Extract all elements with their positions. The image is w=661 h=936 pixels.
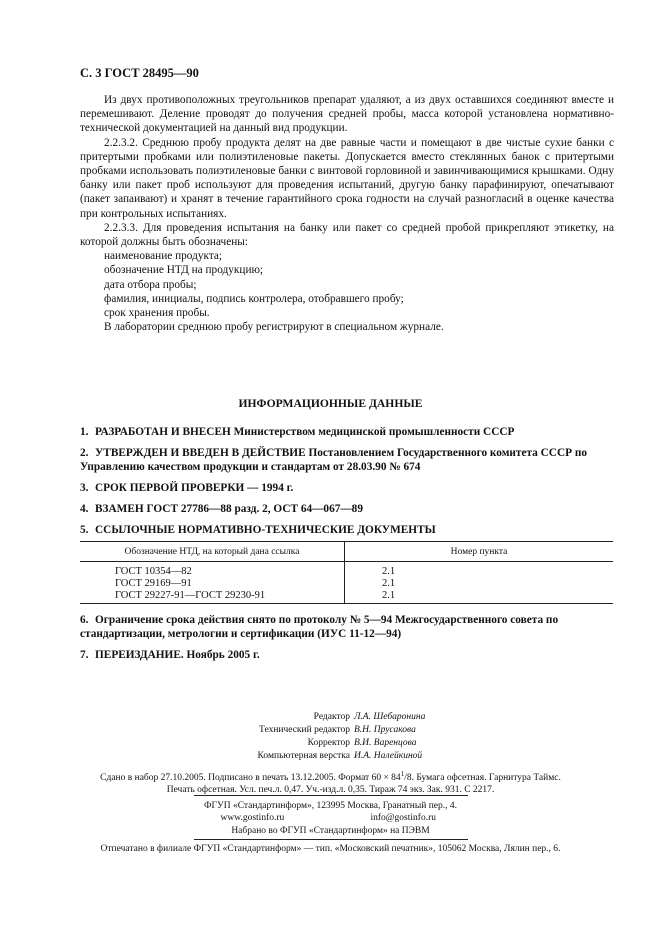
item-number: 1.	[80, 426, 89, 438]
item-heading: РАЗРАБОТАН И ВНЕСЕН	[95, 426, 231, 438]
item-text: ПЕРЕИЗДАНИЕ. Ноябрь 2005 г.	[95, 649, 260, 661]
table-cell: 2.1	[345, 590, 614, 604]
paragraph: 2.2.3.2. Среднюю пробу продукта делят на две равные части и помещают в две чистые сухие банки с притертыми пробками или полиэтиленовые пакеты. Допускается вместо стеклянных банок с притертыми пробками использовать полиэтиленовые банки с винтовой горловиной и завинчивающимися крышками. Одну банку или пакет проб используют для проведения испытаний, другую банку парафинируют, опечатывают (пакет запаивают) и хранят в течение гарантийного срока годности на случай разногласий в оценке качества при контрольных испытаниях.	[80, 136, 614, 220]
printer-line: Отпечатано в филиале ФГУП «Стандартинформ» — тип. «Московский печатник», 105062 Москва, Лялин пер., 6.	[100, 844, 561, 854]
publisher-block	[0, 800, 661, 837]
table-cell: ГОСТ 10354—82	[80, 562, 345, 579]
item-number: 2.	[80, 447, 89, 459]
item-text: СРОК ПЕРВОЙ ПРОВЕРКИ — 1994 г.	[95, 482, 294, 494]
credit-role: Корректор	[307, 738, 350, 748]
table-cell: ГОСТ 29169—91	[80, 578, 345, 590]
table-row	[80, 578, 613, 590]
table-cell: ГОСТ 29227-91—ГОСТ 29230-91	[80, 590, 345, 604]
list-item: обозначение НТД на продукцию;	[104, 264, 264, 277]
publisher-line: ФГУП «Стандартинформ», 123995 Москва, Гранатный пер., 4.	[203, 801, 458, 811]
item-number: 6.	[80, 614, 89, 626]
info-item-3	[80, 481, 616, 495]
page-header: С. 3 ГОСТ 28495—90	[80, 66, 199, 80]
item-text: Постановлением Государственного комитета СССР по Управлению качеством продукции и стандартам от 28.03.90 № 674	[80, 447, 588, 473]
credit-name: И.А. Налейкиной	[354, 751, 423, 761]
body-text	[80, 93, 614, 334]
table-cell: 2.1	[382, 578, 396, 589]
imprint-line	[0, 768, 661, 784]
paragraph: В лаборатории среднюю пробу регистрируют в специальном журнале.	[104, 321, 444, 334]
table-row	[80, 590, 613, 604]
imprint-text: . Бумага офсетная. Гарнитура Таймс.	[411, 773, 561, 784]
divider	[194, 839, 468, 840]
list-item: срок хранения пробы.	[104, 307, 210, 320]
credit-row	[0, 724, 661, 737]
format-superscript: 1	[400, 770, 405, 778]
divider	[194, 795, 468, 796]
publisher-contacts	[0, 812, 661, 824]
list-item: фамилия, инициалы, подпись контролера, отобравшего пробу;	[104, 292, 404, 305]
info-item-6	[80, 613, 616, 641]
info-item-2	[80, 446, 616, 474]
item-number: 7.	[80, 649, 89, 661]
item-text: Ограничение срока действия снято по протоколу № 5—94 Межгосударственного совета по стандартизации, метрологии и сертификации (ИУС 11-12—94)	[80, 614, 559, 640]
imprint-line: Печать офсетная. Усл. печ.л. 0,47. Уч.-изд.л. 0,35. Тираж 74 экз. Зак. 931. С 2217.	[166, 785, 495, 796]
item-number: 4.	[80, 503, 89, 515]
email-link[interactable]: info@gostinfo.ru	[370, 813, 436, 824]
table-cell: 2.1	[382, 566, 396, 577]
paragraph: 2.2.3.3. Для проведения испытания на банку или пакет со средней пробой прикрепляют этикетку, на которой должны быть обозначены:	[80, 221, 614, 249]
references-table	[80, 541, 613, 604]
info-section-title: ИНФОРМАЦИОННЫЕ ДАННЫЕ	[238, 397, 423, 410]
item-text: Министерством медицинской промышленности СССР	[233, 426, 515, 438]
item-heading: УТВЕРЖДЕН И ВВЕДЕН В ДЕЙСТВИЕ	[95, 447, 306, 459]
publisher-line: Набрано во ФГУП «Стандартинформ» на ПЭВМ	[231, 825, 430, 836]
credits-block	[0, 711, 661, 763]
credit-name: Л.А. Шебаронина	[354, 712, 426, 722]
info-item-1	[80, 425, 616, 439]
column-header: Номер пункта	[345, 542, 614, 562]
table-row	[80, 562, 613, 579]
credit-row	[0, 750, 661, 763]
item-text: ВЗАМЕН ГОСТ 27786—88 разд. 2, ОСТ 64—067—89	[95, 503, 363, 515]
item-number: 5.	[80, 524, 89, 536]
info-item-4	[80, 502, 616, 516]
list-item: дата отбора пробы;	[104, 278, 197, 291]
item-text: ССЫЛОЧНЫЕ НОРМАТИВНО-ТЕХНИЧЕСКИЕ ДОКУМЕНТЫ	[95, 524, 436, 536]
info-item-7	[80, 648, 616, 662]
credit-role: Компьютерная верстка	[257, 751, 350, 761]
imprint-block	[0, 768, 661, 797]
list-item: наименование продукта;	[104, 250, 223, 263]
column-header: Обозначение НТД, на который дана ссылка	[80, 542, 345, 562]
format-slash: /	[404, 773, 407, 784]
paragraph: Из двух противоположных треугольников препарат удаляют, а из двух оставшихся соединяют вместе и перемешивают. Деление проводят до получения средней пробы, масса которой установлена нормативно-технической документацией на данный вид продукции.	[80, 94, 614, 135]
format-denominator: 8	[406, 773, 412, 784]
website-link[interactable]: www.gostinfo.ru	[220, 813, 285, 824]
item-number: 3.	[80, 482, 89, 494]
info-item-5	[80, 523, 616, 537]
credit-name: В.И. Варенцова	[354, 738, 417, 748]
table-header-row	[80, 542, 613, 562]
imprint-text: Сдано в набор 27.10.2005. Подписано в печать 13.12.2005. Формат 60 × 84	[100, 773, 401, 784]
credit-role: Технический редактор	[259, 725, 350, 735]
credit-name: В.Н. Прусакова	[354, 725, 416, 735]
credit-row	[0, 737, 661, 750]
credit-role: Редактор	[313, 712, 350, 722]
credit-row	[0, 711, 661, 724]
